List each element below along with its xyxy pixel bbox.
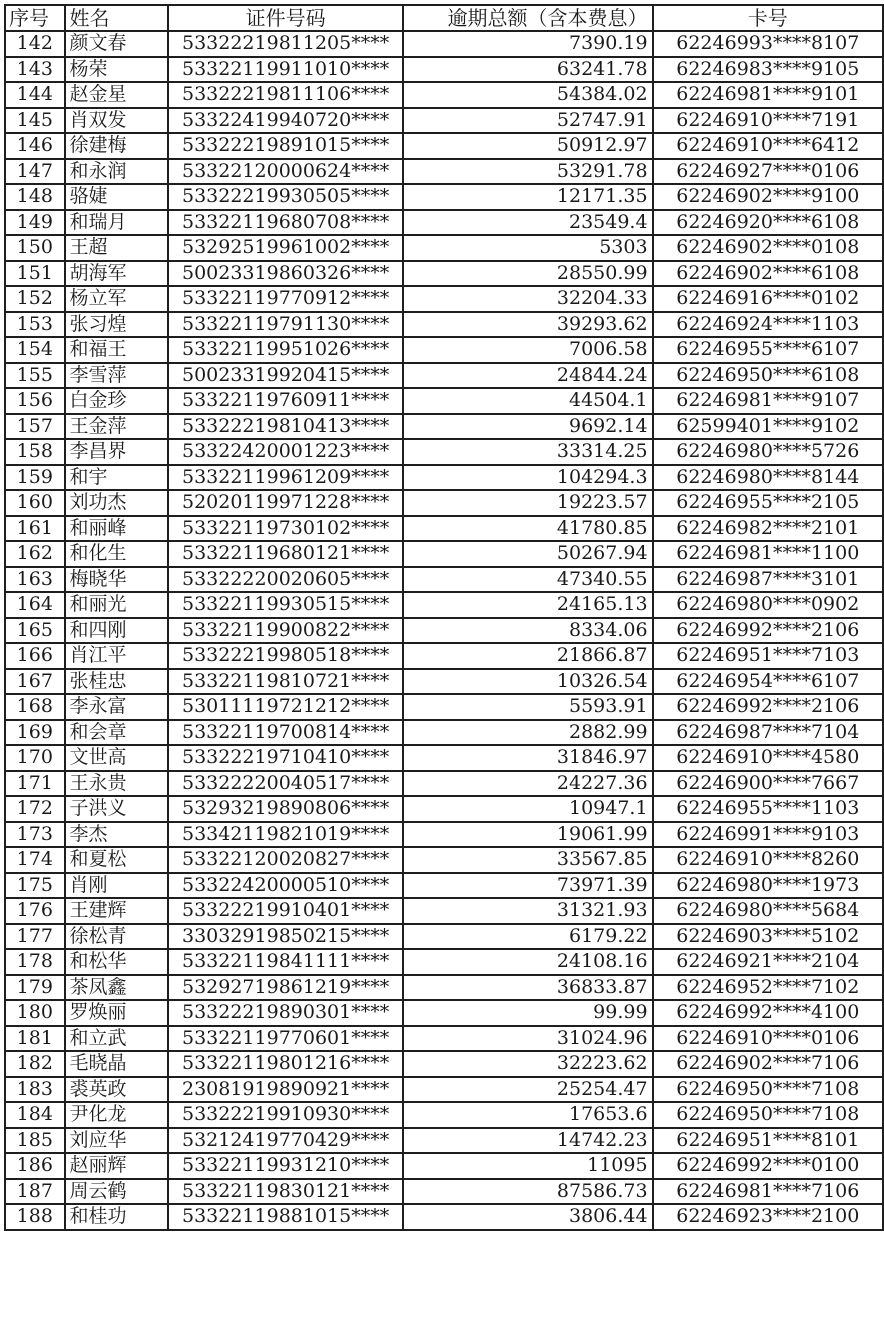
table-row [5, 57, 883, 83]
cell-id-number: 53322119730102**** [168, 516, 403, 542]
cell-card-number: 62246981****9101 [653, 82, 883, 108]
cell-no: 177 [5, 924, 65, 950]
table-row [5, 949, 883, 975]
cell-id-number: 53322219930505**** [168, 184, 403, 210]
cell-id-number: 50023319860326**** [168, 261, 403, 287]
cell-no: 146 [5, 133, 65, 159]
cell-id-number: 53322119961209**** [168, 465, 403, 491]
cell-card-number: 62246992****2106 [653, 694, 883, 720]
cell-id-number: 53322120020827**** [168, 847, 403, 873]
cell-overdue-amount: 33314.25 [403, 439, 652, 465]
cell-no: 187 [5, 1179, 65, 1205]
cell-name: 徐建梅 [65, 133, 168, 159]
cell-no: 174 [5, 847, 65, 873]
cell-name: 罗焕丽 [65, 1000, 168, 1026]
cell-card-number: 62246927****0106 [653, 159, 883, 185]
cell-no: 153 [5, 312, 65, 338]
cell-overdue-amount: 25254.47 [403, 1077, 652, 1103]
cell-id-number: 53293219890806**** [168, 796, 403, 822]
cell-name: 骆婕 [65, 184, 168, 210]
cell-no: 157 [5, 414, 65, 440]
cell-name: 毛晓晶 [65, 1051, 168, 1077]
table-row [5, 312, 883, 338]
cell-card-number: 62246981****9107 [653, 388, 883, 414]
cell-no: 167 [5, 669, 65, 695]
cell-card-number: 62246955****6107 [653, 337, 883, 363]
cell-card-number: 62246910****7191 [653, 108, 883, 134]
cell-id-number: 53292719861219**** [168, 975, 403, 1001]
cell-name: 李雪萍 [65, 363, 168, 389]
cell-overdue-amount: 39293.62 [403, 312, 652, 338]
cell-card-number: 62246980****5684 [653, 898, 883, 924]
cell-no: 188 [5, 1204, 65, 1230]
cell-name: 王超 [65, 235, 168, 261]
cell-id-number: 53322119770912**** [168, 286, 403, 312]
cell-no: 173 [5, 822, 65, 848]
table-row [5, 1204, 883, 1230]
cell-card-number: 62246902****0108 [653, 235, 883, 261]
cell-name: 和四刚 [65, 618, 168, 644]
cell-card-number: 62246903****5102 [653, 924, 883, 950]
cell-overdue-amount: 8334.06 [403, 618, 652, 644]
cell-card-number: 62246980****5726 [653, 439, 883, 465]
table-row [5, 847, 883, 873]
cell-card-number: 62246910****8260 [653, 847, 883, 873]
cell-card-number: 62246902****6108 [653, 261, 883, 287]
cell-name: 裘英政 [65, 1077, 168, 1103]
cell-overdue-amount: 87586.73 [403, 1179, 652, 1205]
cell-name: 和宇 [65, 465, 168, 491]
table-row [5, 490, 883, 516]
cell-overdue-amount: 6179.22 [403, 924, 652, 950]
cell-name: 王永贵 [65, 771, 168, 797]
cell-overdue-amount: 5303 [403, 235, 652, 261]
cell-overdue-amount: 73971.39 [403, 873, 652, 899]
cell-id-number: 53322419940720**** [168, 108, 403, 134]
cell-overdue-amount: 11095 [403, 1153, 652, 1179]
cell-no: 161 [5, 516, 65, 542]
cell-id-number: 53322119930515**** [168, 592, 403, 618]
cell-name: 李昌界 [65, 439, 168, 465]
cell-name: 颜文春 [65, 31, 168, 57]
cell-name: 和丽光 [65, 592, 168, 618]
cell-overdue-amount: 32204.33 [403, 286, 652, 312]
table-row [5, 618, 883, 644]
cell-overdue-amount: 31846.97 [403, 745, 652, 771]
header-overdue-amount: 逾期总额（含本费息） [403, 5, 652, 31]
table-row [5, 1102, 883, 1128]
cell-overdue-amount: 19061.99 [403, 822, 652, 848]
cell-card-number: 62246981****1100 [653, 541, 883, 567]
cell-id-number: 53322420000510**** [168, 873, 403, 899]
cell-card-number: 62246983****9105 [653, 57, 883, 83]
cell-no: 182 [5, 1051, 65, 1077]
cell-id-number: 53322119931210**** [168, 1153, 403, 1179]
cell-name: 刘应华 [65, 1128, 168, 1154]
cell-name: 李永富 [65, 694, 168, 720]
table-row [5, 1000, 883, 1026]
cell-id-number: 53322420001223**** [168, 439, 403, 465]
cell-no: 160 [5, 490, 65, 516]
cell-name: 张习煌 [65, 312, 168, 338]
table-row [5, 975, 883, 1001]
table-row [5, 235, 883, 261]
cell-card-number: 62246980****1973 [653, 873, 883, 899]
cell-overdue-amount: 10326.54 [403, 669, 652, 695]
cell-card-number: 62246987****3101 [653, 567, 883, 593]
table-body [5, 31, 883, 1230]
cell-card-number: 62246987****7104 [653, 720, 883, 746]
cell-id-number: 53322119791130**** [168, 312, 403, 338]
cell-card-number: 62246992****0100 [653, 1153, 883, 1179]
cell-id-number: 50023319920415**** [168, 363, 403, 389]
cell-name: 尹化龙 [65, 1102, 168, 1128]
cell-card-number: 62246992****4100 [653, 1000, 883, 1026]
cell-id-number: 53322119830121**** [168, 1179, 403, 1205]
cell-name: 和化生 [65, 541, 168, 567]
cell-overdue-amount: 50912.97 [403, 133, 652, 159]
cell-id-number: 53322219891015**** [168, 133, 403, 159]
cell-name: 杨立军 [65, 286, 168, 312]
cell-name: 和立武 [65, 1026, 168, 1052]
cell-name: 子洪义 [65, 796, 168, 822]
cell-card-number: 62246910****4580 [653, 745, 883, 771]
cell-no: 179 [5, 975, 65, 1001]
cell-name: 和永润 [65, 159, 168, 185]
table-row [5, 720, 883, 746]
cell-no: 152 [5, 286, 65, 312]
cell-name: 周云鹤 [65, 1179, 168, 1205]
cell-id-number: 53212419770429**** [168, 1128, 403, 1154]
cell-overdue-amount: 14742.23 [403, 1128, 652, 1154]
cell-card-number: 62246982****2101 [653, 516, 883, 542]
table-row [5, 1153, 883, 1179]
cell-overdue-amount: 7006.58 [403, 337, 652, 363]
cell-name: 胡海军 [65, 261, 168, 287]
cell-id-number: 53342119821019**** [168, 822, 403, 848]
header-no: 序号 [5, 5, 65, 31]
cell-no: 142 [5, 31, 65, 57]
cell-id-number: 53322219810413**** [168, 414, 403, 440]
cell-id-number: 53322220020605**** [168, 567, 403, 593]
cell-no: 149 [5, 210, 65, 236]
cell-card-number: 62246992****2106 [653, 618, 883, 644]
table-row [5, 541, 883, 567]
cell-card-number: 62246923****2100 [653, 1204, 883, 1230]
cell-id-number: 53322219910401**** [168, 898, 403, 924]
cell-no: 175 [5, 873, 65, 899]
cell-overdue-amount: 17653.6 [403, 1102, 652, 1128]
cell-id-number: 53322119911010**** [168, 57, 403, 83]
cell-card-number: 62246951****8101 [653, 1128, 883, 1154]
cell-name: 梅晓华 [65, 567, 168, 593]
cell-name: 白金珍 [65, 388, 168, 414]
cell-no: 143 [5, 57, 65, 83]
cell-no: 156 [5, 388, 65, 414]
table-row [5, 592, 883, 618]
cell-no: 159 [5, 465, 65, 491]
cell-no: 176 [5, 898, 65, 924]
cell-no: 185 [5, 1128, 65, 1154]
cell-card-number: 62246916****0102 [653, 286, 883, 312]
cell-id-number: 53322119770601**** [168, 1026, 403, 1052]
cell-card-number: 62246951****7103 [653, 643, 883, 669]
cell-id-number: 23081919890921**** [168, 1077, 403, 1103]
cell-overdue-amount: 33567.85 [403, 847, 652, 873]
cell-no: 170 [5, 745, 65, 771]
cell-overdue-amount: 36833.87 [403, 975, 652, 1001]
cell-card-number: 62246910****6412 [653, 133, 883, 159]
cell-id-number: 52020119971228**** [168, 490, 403, 516]
cell-name: 王金萍 [65, 414, 168, 440]
cell-no: 151 [5, 261, 65, 287]
cell-no: 180 [5, 1000, 65, 1026]
overdue-debtors-table [4, 4, 884, 1231]
table-row [5, 822, 883, 848]
cell-no: 178 [5, 949, 65, 975]
cell-overdue-amount: 23549.4 [403, 210, 652, 236]
cell-overdue-amount: 52747.91 [403, 108, 652, 134]
cell-card-number: 62246902****7106 [653, 1051, 883, 1077]
cell-id-number: 53322119680121**** [168, 541, 403, 567]
cell-id-number: 53322220040517**** [168, 771, 403, 797]
cell-name: 徐松青 [65, 924, 168, 950]
cell-card-number: 62246952****7102 [653, 975, 883, 1001]
cell-card-number: 62246950****6108 [653, 363, 883, 389]
cell-overdue-amount: 5593.91 [403, 694, 652, 720]
cell-name: 文世高 [65, 745, 168, 771]
header-id-number: 证件号码 [168, 5, 403, 31]
table-row [5, 133, 883, 159]
cell-id-number: 53292519961002**** [168, 235, 403, 261]
cell-name: 赵丽辉 [65, 1153, 168, 1179]
cell-id-number: 53322119810721**** [168, 669, 403, 695]
cell-overdue-amount: 2882.99 [403, 720, 652, 746]
cell-id-number: 53322119700814**** [168, 720, 403, 746]
cell-card-number: 62246980****0902 [653, 592, 883, 618]
table-row [5, 337, 883, 363]
cell-card-number: 62246920****6108 [653, 210, 883, 236]
cell-name: 茶凤鑫 [65, 975, 168, 1001]
cell-overdue-amount: 3806.44 [403, 1204, 652, 1230]
cell-card-number: 62246991****9103 [653, 822, 883, 848]
cell-overdue-amount: 99.99 [403, 1000, 652, 1026]
cell-no: 158 [5, 439, 65, 465]
table-row [5, 388, 883, 414]
cell-id-number: 53322219910930**** [168, 1102, 403, 1128]
cell-id-number: 53322119881015**** [168, 1204, 403, 1230]
cell-overdue-amount: 28550.99 [403, 261, 652, 287]
table-row [5, 414, 883, 440]
cell-card-number: 62246954****6107 [653, 669, 883, 695]
cell-overdue-amount: 31024.96 [403, 1026, 652, 1052]
cell-id-number: 53322219980518**** [168, 643, 403, 669]
cell-overdue-amount: 24227.36 [403, 771, 652, 797]
cell-name: 张桂忠 [65, 669, 168, 695]
cell-no: 163 [5, 567, 65, 593]
table-row [5, 1077, 883, 1103]
cell-no: 171 [5, 771, 65, 797]
cell-id-number: 53322219811106**** [168, 82, 403, 108]
table-row [5, 796, 883, 822]
table-row [5, 567, 883, 593]
table-row [5, 516, 883, 542]
cell-no: 148 [5, 184, 65, 210]
cell-id-number: 53322119760911**** [168, 388, 403, 414]
cell-name: 王建辉 [65, 898, 168, 924]
cell-card-number: 62246924****1103 [653, 312, 883, 338]
cell-id-number: 53011119721212**** [168, 694, 403, 720]
cell-id-number: 53322219890301**** [168, 1000, 403, 1026]
cell-name: 肖双发 [65, 108, 168, 134]
cell-overdue-amount: 12171.35 [403, 184, 652, 210]
cell-name: 肖江平 [65, 643, 168, 669]
cell-no: 169 [5, 720, 65, 746]
cell-no: 181 [5, 1026, 65, 1052]
cell-id-number: 53322120000624**** [168, 159, 403, 185]
table-row [5, 1128, 883, 1154]
table-row [5, 694, 883, 720]
table-row [5, 1051, 883, 1077]
cell-overdue-amount: 19223.57 [403, 490, 652, 516]
cell-id-number: 33032919850215**** [168, 924, 403, 950]
table-row [5, 363, 883, 389]
table-row [5, 1179, 883, 1205]
cell-id-number: 53322219811205**** [168, 31, 403, 57]
cell-card-number: 62246950****7108 [653, 1077, 883, 1103]
cell-overdue-amount: 24165.13 [403, 592, 652, 618]
table-row [5, 745, 883, 771]
cell-name: 赵金星 [65, 82, 168, 108]
cell-overdue-amount: 44504.1 [403, 388, 652, 414]
cell-name: 杨荣 [65, 57, 168, 83]
cell-card-number: 62246981****7106 [653, 1179, 883, 1205]
table-row [5, 31, 883, 57]
cell-no: 144 [5, 82, 65, 108]
cell-name: 和会章 [65, 720, 168, 746]
cell-overdue-amount: 41780.85 [403, 516, 652, 542]
table-row [5, 1026, 883, 1052]
table-row [5, 439, 883, 465]
table-row [5, 82, 883, 108]
cell-overdue-amount: 21866.87 [403, 643, 652, 669]
cell-overdue-amount: 47340.55 [403, 567, 652, 593]
cell-card-number: 62246980****8144 [653, 465, 883, 491]
cell-id-number: 53322119841111**** [168, 949, 403, 975]
cell-no: 165 [5, 618, 65, 644]
cell-no: 155 [5, 363, 65, 389]
cell-overdue-amount: 24108.16 [403, 949, 652, 975]
cell-name: 和松华 [65, 949, 168, 975]
cell-overdue-amount: 104294.3 [403, 465, 652, 491]
cell-card-number: 62246900****7667 [653, 771, 883, 797]
cell-overdue-amount: 9692.14 [403, 414, 652, 440]
cell-no: 166 [5, 643, 65, 669]
cell-name: 和丽峰 [65, 516, 168, 542]
cell-no: 147 [5, 159, 65, 185]
cell-id-number: 53322119801216**** [168, 1051, 403, 1077]
cell-card-number: 62246950****7108 [653, 1102, 883, 1128]
cell-card-number: 62246921****2104 [653, 949, 883, 975]
table-row [5, 669, 883, 695]
cell-name: 和瑞月 [65, 210, 168, 236]
cell-card-number: 62246993****8107 [653, 31, 883, 57]
cell-card-number: 62599401****9102 [653, 414, 883, 440]
cell-card-number: 62246910****0106 [653, 1026, 883, 1052]
cell-id-number: 53322119900822**** [168, 618, 403, 644]
header-row [5, 5, 883, 31]
table-row [5, 771, 883, 797]
cell-name: 和桂功 [65, 1204, 168, 1230]
table-row [5, 286, 883, 312]
cell-no: 154 [5, 337, 65, 363]
cell-overdue-amount: 53291.78 [403, 159, 652, 185]
cell-id-number: 53322119951026**** [168, 337, 403, 363]
cell-no: 184 [5, 1102, 65, 1128]
cell-name: 肖刚 [65, 873, 168, 899]
cell-id-number: 53322119680708**** [168, 210, 403, 236]
cell-name: 和夏松 [65, 847, 168, 873]
cell-overdue-amount: 50267.94 [403, 541, 652, 567]
table-row [5, 465, 883, 491]
cell-no: 164 [5, 592, 65, 618]
table-row [5, 898, 883, 924]
cell-overdue-amount: 10947.1 [403, 796, 652, 822]
cell-no: 150 [5, 235, 65, 261]
cell-no: 162 [5, 541, 65, 567]
cell-card-number: 62246955****1103 [653, 796, 883, 822]
cell-id-number: 53322219710410**** [168, 745, 403, 771]
cell-no: 186 [5, 1153, 65, 1179]
table-row [5, 210, 883, 236]
table-row [5, 184, 883, 210]
cell-card-number: 62246902****9100 [653, 184, 883, 210]
cell-overdue-amount: 32223.62 [403, 1051, 652, 1077]
cell-overdue-amount: 24844.24 [403, 363, 652, 389]
cell-no: 183 [5, 1077, 65, 1103]
cell-no: 145 [5, 108, 65, 134]
cell-no: 172 [5, 796, 65, 822]
cell-card-number: 62246955****2105 [653, 490, 883, 516]
cell-no: 168 [5, 694, 65, 720]
table-row [5, 643, 883, 669]
cell-name: 李杰 [65, 822, 168, 848]
cell-overdue-amount: 31321.93 [403, 898, 652, 924]
cell-name: 刘功杰 [65, 490, 168, 516]
cell-name: 和福王 [65, 337, 168, 363]
header-name: 姓名 [65, 5, 168, 31]
table-row [5, 108, 883, 134]
table-row [5, 873, 883, 899]
cell-overdue-amount: 54384.02 [403, 82, 652, 108]
table-row [5, 159, 883, 185]
table-row [5, 261, 883, 287]
cell-overdue-amount: 63241.78 [403, 57, 652, 83]
table-row [5, 924, 883, 950]
cell-overdue-amount: 7390.19 [403, 31, 652, 57]
header-card-number: 卡号 [653, 5, 883, 31]
